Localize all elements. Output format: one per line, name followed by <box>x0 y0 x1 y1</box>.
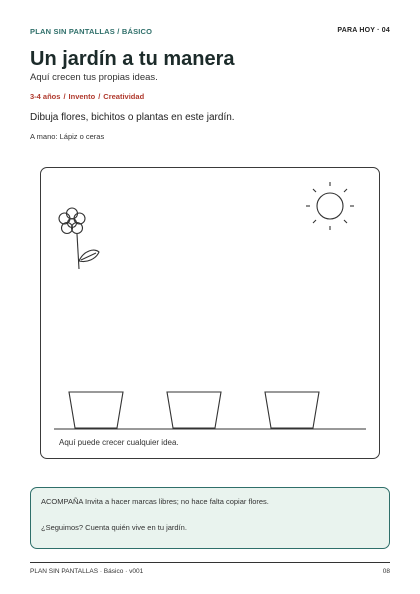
instruction-text: Dibuja flores, bichitos o plantas en este jardín. <box>30 112 235 123</box>
note-label: ACOMPAÑA <box>41 497 83 506</box>
para-hoy-label: PARA HOY · 04 <box>337 27 390 34</box>
flower-pot-icon <box>265 392 319 428</box>
page-header <box>30 27 390 39</box>
page-number: 08 <box>382 568 390 575</box>
note-guidance-line <box>41 497 269 506</box>
footer-divider <box>30 562 390 563</box>
drawing-area[interactable] <box>40 167 380 459</box>
page-title: Un jardín a tu manera <box>30 48 235 70</box>
tag-type: Invento <box>68 92 96 101</box>
tag-separator: / <box>63 92 66 101</box>
tag-list <box>30 92 144 101</box>
canvas-caption: Aquí puede crecer cualquier idea. <box>59 438 179 447</box>
flower-icon <box>59 208 99 269</box>
page-subtitle: Aquí crecen tus propias ideas. <box>30 72 158 83</box>
sun-icon <box>306 182 354 230</box>
tag-separator: / <box>98 92 101 101</box>
series-label: PLAN SIN PANTALLAS / BÁSICO <box>30 27 153 36</box>
guidance-note <box>30 487 390 549</box>
flower-pot-icon <box>69 392 123 428</box>
garden-illustration <box>41 168 381 460</box>
footer-series: PLAN SIN PANTALLAS · Básico · v001 <box>30 568 144 575</box>
flower-pot-icon <box>167 392 221 428</box>
note-text: Invita a hacer marcas libres; no hace falta copiar flores. <box>85 497 269 506</box>
tag-skill: Creatividad <box>103 92 145 101</box>
tag-age: 3-4 años <box>30 92 61 101</box>
note-question: ¿Seguimos? Cuenta quién vive en tu jardín. <box>41 523 187 532</box>
materials-text: A mano: Lápiz o ceras <box>30 132 105 141</box>
